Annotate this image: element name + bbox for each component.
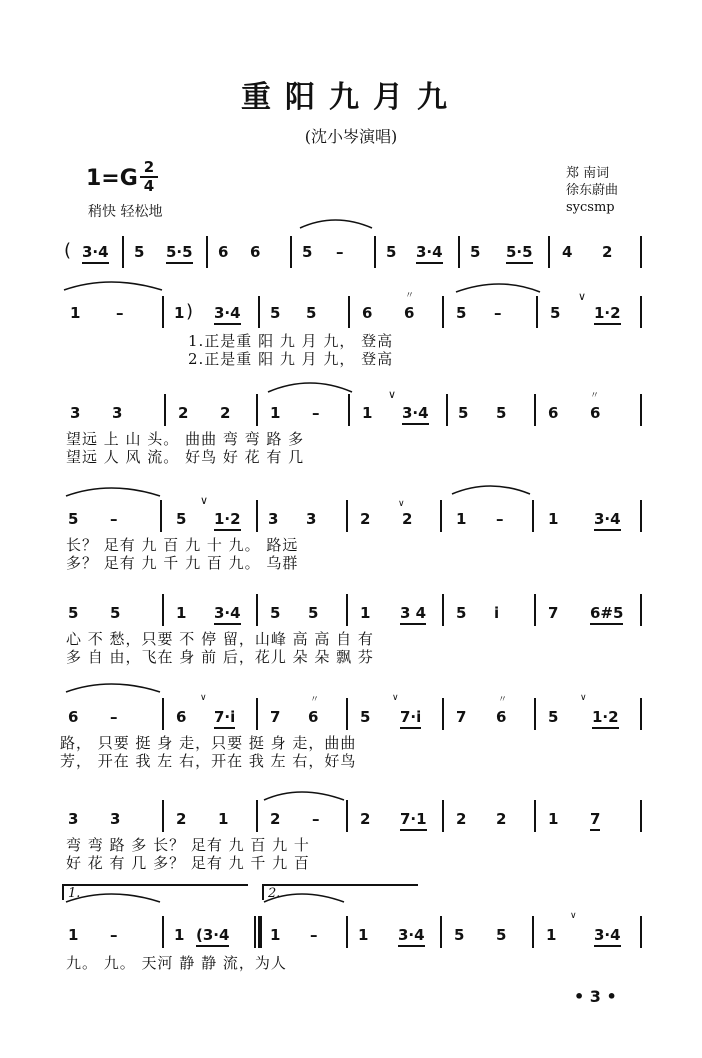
note: 6: [68, 708, 79, 726]
note: 3·4: [214, 304, 241, 325]
note: –: [496, 510, 504, 528]
key-signature: 1=G: [86, 166, 138, 191]
lyrics-verse-1: 长？ 足有 九 百 九 十 九。 路远: [66, 536, 299, 554]
breath-mark: ∨: [578, 290, 587, 303]
note: 1·2: [592, 708, 619, 729]
composer-credit: 徐东蔚曲: [566, 183, 619, 198]
note: 1·2: [214, 510, 241, 531]
lyrics-verse-2: 多 自 由，飞在 身 前 后，花儿 朵 朵 飘 芬: [66, 648, 374, 666]
note: 2: [360, 510, 371, 528]
note: 3·4: [416, 243, 443, 264]
system-5: [0, 600, 702, 710]
note: –: [110, 708, 118, 726]
credits: [566, 165, 618, 216]
note: 2: [496, 810, 507, 828]
note: 5: [360, 708, 371, 726]
note: 1: [270, 926, 281, 944]
note: 1: [548, 510, 559, 528]
note: 1: [68, 926, 79, 944]
lyrics-verse-2: 2.正是重 阳 九 月 九， 登高: [188, 350, 394, 368]
note: 6: [590, 404, 601, 422]
note: 5·5: [506, 243, 533, 264]
note: 2: [360, 810, 371, 828]
singer-credit: (沈小岑演唱): [304, 127, 398, 146]
time-signature: [140, 160, 158, 194]
svg-text:〃: 〃: [590, 391, 600, 401]
note: 1: [270, 404, 281, 422]
lyrics-verse-2: 好 花 有 几 多？ 足有 九 千 九 百: [66, 854, 310, 872]
note: 7: [590, 810, 600, 831]
note: 6: [218, 243, 229, 261]
svg-text:〃: 〃: [405, 291, 415, 301]
meter-top: 2: [143, 158, 155, 176]
system-6: [0, 704, 702, 814]
note: 1: [174, 304, 185, 322]
lyrics-verse-1: 心 不 愁，只要 不 停 留，山峰 高 高 自 有: [66, 630, 374, 648]
lyrics-verse-1: 九。 九。 天河 静 静 流，为人: [66, 954, 287, 972]
system-3: [0, 388, 702, 510]
note: 2: [270, 810, 281, 828]
note: 6: [362, 304, 373, 322]
note: 4: [562, 243, 573, 261]
note: 3·4: [594, 926, 621, 947]
note: 5: [454, 926, 465, 944]
note: 7·i: [400, 708, 421, 729]
note: 7·i: [214, 708, 235, 729]
note: 6: [548, 404, 559, 422]
lyrics-verse-1: 1.正是重 阳 九 月 九， 登高: [188, 332, 394, 350]
note: 5: [496, 926, 507, 944]
note: 5: [456, 604, 467, 622]
note: 1: [218, 810, 229, 828]
note: 5: [470, 243, 481, 261]
note: 3·4: [82, 243, 109, 264]
note: 6: [250, 243, 261, 261]
first-ending: 1.: [62, 884, 248, 900]
note: 5: [302, 243, 313, 261]
note: 3 4: [400, 604, 426, 625]
note: 5: [456, 304, 467, 322]
note: 1: [360, 604, 371, 622]
svg-text:∨: ∨: [392, 693, 399, 703]
second-ending: 2.: [262, 884, 418, 900]
note: 5: [68, 604, 79, 622]
note: 1: [362, 404, 373, 422]
svg-text:∨: ∨: [570, 911, 577, 921]
note: 3·4: [214, 604, 241, 625]
note: –: [110, 926, 118, 944]
song-title: 重阳九月九: [241, 80, 461, 115]
note: 3·4: [402, 404, 429, 425]
note: 6: [404, 304, 415, 322]
note: 3·4: [594, 510, 621, 531]
note: 3: [70, 404, 81, 422]
note: (3·4: [196, 926, 229, 947]
svg-text:〃: 〃: [498, 695, 508, 705]
note: 1: [70, 304, 81, 322]
note: i: [494, 604, 500, 622]
note: 3·4: [398, 926, 425, 947]
svg-text:∨: ∨: [580, 693, 587, 703]
note: 2: [602, 243, 613, 261]
note: 2: [402, 510, 413, 528]
lyrics-verse-2: 多？ 足有 九 千 九 百 九。 乌群: [66, 554, 299, 572]
note: 1: [546, 926, 557, 944]
note: 5: [270, 304, 281, 322]
lyrics-verse-1: 望远 上 山 头。 曲曲 弯 弯 路 多: [66, 430, 305, 448]
svg-text:∨: ∨: [398, 499, 405, 509]
note: 7·1: [400, 810, 427, 831]
system-8: [0, 884, 702, 994]
note: ): [186, 301, 194, 322]
note: –: [310, 926, 318, 944]
note: (: [64, 240, 72, 261]
note: 2: [178, 404, 189, 422]
note: 3: [268, 510, 279, 528]
note: 1: [456, 510, 467, 528]
lyricist-credit: 郑 南词: [566, 166, 610, 181]
note: 1·2: [594, 304, 621, 325]
note: 5: [550, 304, 561, 322]
note: 5: [68, 510, 79, 528]
system-2: [0, 290, 702, 410]
note: 3: [68, 810, 79, 828]
meter-bottom: 4: [143, 177, 155, 195]
note: 5: [176, 510, 187, 528]
note: 7: [456, 708, 467, 726]
note: –: [494, 304, 502, 322]
note: 2: [176, 810, 187, 828]
note: 2: [220, 404, 231, 422]
note: 5: [386, 243, 397, 261]
breath-mark: ∨: [200, 494, 209, 507]
note: –: [336, 243, 344, 261]
note: 5·5: [166, 243, 193, 264]
note: 1: [358, 926, 369, 944]
source-credit: sycsmp: [566, 200, 615, 215]
breath-mark: ∨: [388, 388, 397, 401]
note: 6: [176, 708, 187, 726]
lyrics-verse-2: 芳， 开在 我 左 右，开在 我 左 右，好鸟: [60, 752, 357, 770]
note: 5: [110, 604, 121, 622]
note: 7: [548, 604, 559, 622]
svg-text:〃: 〃: [310, 695, 320, 705]
note: 6#5: [590, 604, 623, 625]
note: 2: [456, 810, 467, 828]
note: 1: [548, 810, 559, 828]
note: 5: [458, 404, 469, 422]
lyrics-verse-2: 望远 人 风 流。 好鸟 好 花 有 几: [66, 448, 305, 466]
note: 6: [496, 708, 507, 726]
lyrics-verse-1: 路， 只要 挺 身 走，只要 挺 身 走，曲曲: [60, 734, 357, 752]
note: –: [312, 810, 320, 828]
note: –: [312, 404, 320, 422]
note: 5: [134, 243, 145, 261]
note: 5: [306, 304, 317, 322]
note: –: [116, 304, 124, 322]
note: –: [110, 510, 118, 528]
note: 5: [548, 708, 559, 726]
note: 3: [112, 404, 123, 422]
note: 5: [270, 604, 281, 622]
svg-text:∨: ∨: [200, 693, 207, 703]
note: 3: [110, 810, 121, 828]
note: 7: [270, 708, 281, 726]
page-number: • 3 •: [574, 987, 617, 1006]
note: 6: [308, 708, 319, 726]
note: 1: [176, 604, 187, 622]
note: 5: [496, 404, 507, 422]
tempo-marking: 稍快 轻松地: [88, 204, 163, 220]
note: 3: [306, 510, 317, 528]
note: 5: [308, 604, 319, 622]
note: 1: [174, 926, 185, 944]
lyrics-verse-1: 弯 弯 路 多 长？ 足有 九 百 九 十: [66, 836, 310, 854]
